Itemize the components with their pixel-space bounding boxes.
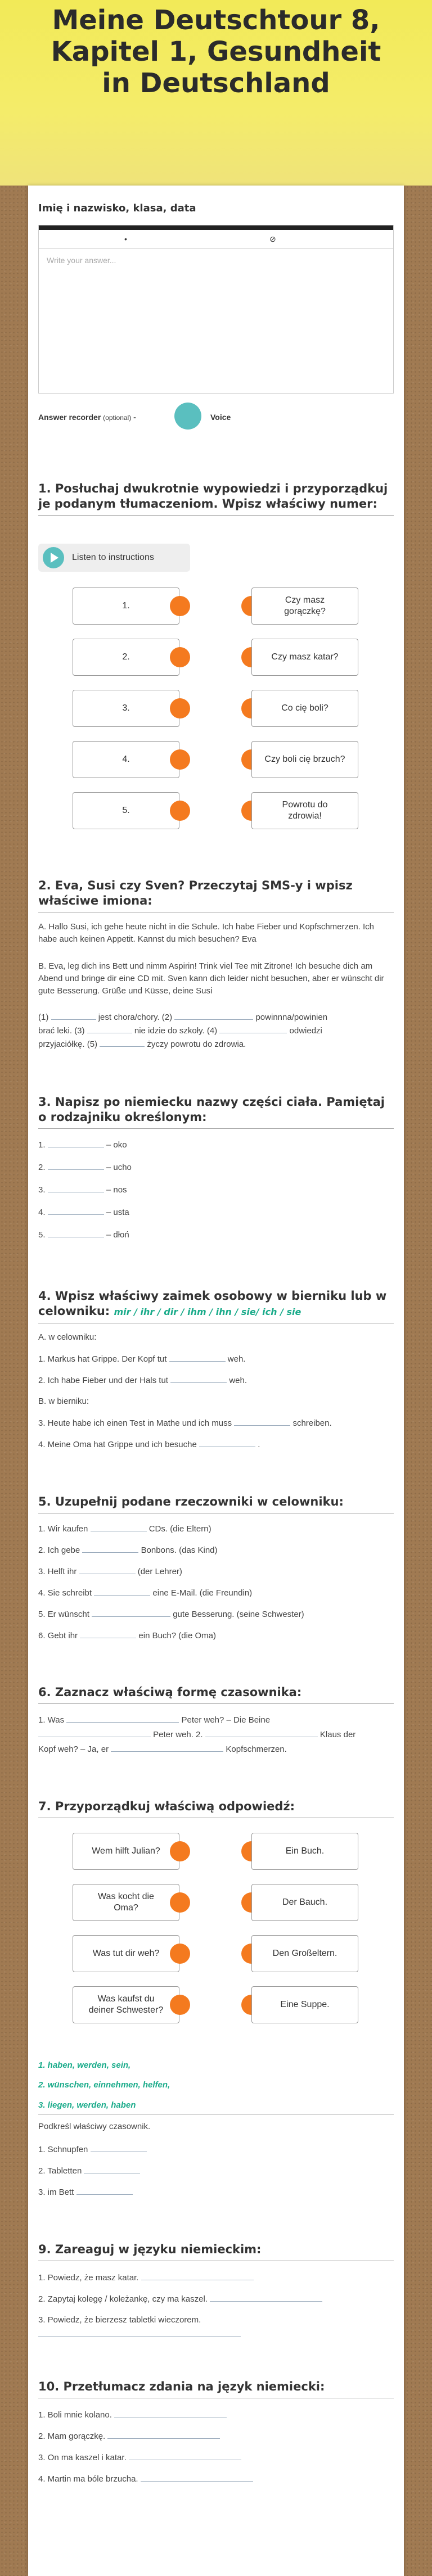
t2-l2b: nie idzie do szkoły. (4) xyxy=(134,1026,218,1036)
t4-line2 xyxy=(38,1375,247,1385)
sms-b: B. Eva, leg dich ins Bett und nimm Aspirin! Trink viel Tee mit Zitrone! Ich besuche dich am Abend und bringe dir eine CD mit. Sven kann dich leider nicht besuchen, aber er wünscht dir gute Besserung. Grüße und Küsse, deine Susi xyxy=(38,961,384,996)
t4-l2b: weh. xyxy=(229,1376,248,1385)
hero-banner xyxy=(0,0,432,186)
t7-right-4[interactable]: Eine Suppe. xyxy=(251,1986,358,2023)
t7-left-4[interactable]: Was kaufst du deiner Schwester? xyxy=(73,1986,179,2023)
t5-row-3 xyxy=(38,1566,182,1576)
task5-title: 5. Uzupełnij podane rzeczowniki w celowniku: xyxy=(38,1494,394,1513)
t8-item-3 xyxy=(38,2187,133,2197)
match-left-3[interactable]: 3. xyxy=(73,690,179,727)
t9-item-3 xyxy=(38,2315,201,2325)
t3-item-2 xyxy=(38,1162,132,1172)
t9-item-1 xyxy=(38,2272,254,2283)
task7-title: 7. Przyporządkuj właściwą odpowiedź: xyxy=(38,1799,394,1818)
t3-n2: 2. xyxy=(38,1163,46,1172)
t10-blank-2[interactable] xyxy=(107,2431,220,2439)
t10-i1: 1. Boli mnie kolano. xyxy=(38,2410,112,2420)
task6-title: 6. Zaznacz właściwą formę czasownika: xyxy=(38,1685,394,1704)
t10-i3: 3. On ma kaszel i katar. xyxy=(38,2453,127,2462)
t4-line3 xyxy=(38,1418,332,1428)
t5-b5: gute Besserung. (seine Schwester) xyxy=(173,1610,304,1619)
t4-line4 xyxy=(38,1439,260,1449)
task2-title: 2. Eva, Susi czy Sven? Przeczytaj SMS-y i wpisz właściwe imiona: xyxy=(38,878,394,912)
task2-line3 xyxy=(38,1039,246,1049)
match-left-1[interactable]: 1. xyxy=(73,587,179,625)
voice-label: Voice xyxy=(210,413,231,422)
t4-l4a: 4. Meine Oma hat Grippe und ich besuche xyxy=(38,1440,197,1449)
match-right-5[interactable]: Powrotu do zdrowia! xyxy=(251,792,358,829)
t2-blank-2[interactable] xyxy=(174,1012,253,1020)
t8-i2: 2. Tabletten xyxy=(38,2166,82,2176)
recorder-dash: - xyxy=(133,413,136,422)
t6-l2a: Peter weh. 2. xyxy=(153,1730,203,1739)
t2-l3a: przyjaciółkę. (5) xyxy=(38,1040,98,1049)
t2-blank-1[interactable] xyxy=(51,1012,96,1020)
t3-blank-1[interactable] xyxy=(48,1140,104,1147)
t10-item-3 xyxy=(38,2452,241,2462)
t3-t2: – ucho xyxy=(106,1163,132,1172)
t10-blank-1[interactable] xyxy=(114,2410,227,2417)
t2-blank-4[interactable] xyxy=(219,1025,287,1033)
t8-i1: 1. Schnupfen xyxy=(38,2145,88,2154)
bullet-list-button[interactable]: • xyxy=(124,234,127,243)
t2-l2a: brać leki. (3) xyxy=(38,1026,85,1036)
voice-record-button[interactable] xyxy=(174,403,201,430)
t10-i2: 2. Mam gorączkę. xyxy=(38,2432,106,2441)
sms-a: A. Hallo Susi, ich gehe heute nicht in die Schule. Ich habe Fieber und Kopfschmerzen. Ich habe auch keinen Appetit. Kannst du mich besuchen? Eva xyxy=(38,922,375,944)
t10-i4: 4. Martin ma bóle brzucha. xyxy=(38,2474,138,2484)
task2-line2 xyxy=(38,1025,322,1036)
task10-title: 10. Przetłumacz zdania na język niemiecki: xyxy=(38,2379,394,2398)
t3-t4: – usta xyxy=(106,1208,129,1217)
t6-line3 xyxy=(38,1744,287,1754)
t6-select-2[interactable] xyxy=(38,1729,151,1737)
recorder-optional: (optional) xyxy=(103,414,132,422)
listen-label: Listen to instructions xyxy=(72,553,154,562)
t4-line1 xyxy=(38,1354,245,1364)
text-toolbar xyxy=(39,230,393,249)
t3-item-1 xyxy=(38,1140,127,1150)
t2-l3b: życzy powrotu do zdrowia. xyxy=(147,1040,246,1049)
t6-select-4[interactable] xyxy=(111,1744,223,1752)
t9-blank-2[interactable] xyxy=(210,2294,322,2302)
match-handle-left-2[interactable] xyxy=(170,647,190,667)
t9-i3: 3. Powiedz, że bierzesz tabletki wieczorem. xyxy=(38,2315,201,2325)
t8-item-1 xyxy=(38,2144,147,2154)
t10-item-1 xyxy=(38,2410,227,2420)
t2-l2c: odwiedzi xyxy=(289,1026,322,1036)
task1-title: 1. Posłuchaj dwukrotnie wypowiedzi i przyporządkuj je podanym tłumaczeniom. Wpisz właściwy numer: xyxy=(38,481,394,516)
t7-handle-left-2[interactable] xyxy=(170,1892,190,1913)
t8-verbs-3: 3. liegen, werden, haben xyxy=(38,2100,136,2110)
t4-blank-4[interactable] xyxy=(199,1439,255,1447)
toolbar-bar xyxy=(39,225,393,230)
t6-l3a: Kopf weh? – Ja, er xyxy=(38,1745,109,1754)
match-right-3[interactable]: Co cię boli? xyxy=(251,690,358,727)
t6-l1b: Peter weh? – Die Beine xyxy=(181,1715,271,1725)
t5-row-1 xyxy=(38,1524,212,1534)
t5-row-2 xyxy=(38,1545,218,1555)
t9-blank-1[interactable] xyxy=(141,2272,254,2280)
t8-verbs-2: 2. wünschen, einnehmen, helfen, xyxy=(38,2080,170,2090)
t5-blank-6[interactable] xyxy=(80,1630,136,1638)
task4-subtitle: mir / ihr / dir / ihm / ihn / sie/ ich / sie xyxy=(114,1307,302,1317)
t8-blank-2[interactable] xyxy=(84,2166,140,2173)
t4-blank-3[interactable] xyxy=(234,1418,290,1426)
t8-i3: 3. im Bett xyxy=(38,2188,74,2197)
match-right-2[interactable]: Czy masz katar? xyxy=(251,639,358,676)
t2-blank-3[interactable] xyxy=(87,1025,132,1033)
t6-l3b: Kopfschmerzen. xyxy=(226,1745,287,1754)
t4-l2a: 2. Ich habe Fieber und der Hals tut xyxy=(38,1376,168,1385)
t4-a: A. w celowniku: xyxy=(38,1332,97,1342)
t2-l1b: jest chora/chory. (2) xyxy=(98,1013,173,1022)
link-button[interactable]: ⊘ xyxy=(269,234,276,243)
t5-b1: CDs. (die Eltern) xyxy=(148,1524,212,1534)
match-handle-left-1[interactable] xyxy=(170,596,190,616)
t7-left-1[interactable]: Wem hilft Julian? xyxy=(73,1833,179,1870)
t9-item-2 xyxy=(38,2294,322,2304)
t2-blank-5[interactable] xyxy=(100,1039,145,1047)
play-icon xyxy=(43,547,64,568)
t2-l1a: (1) xyxy=(38,1013,49,1022)
task9-title: 9. Zareaguj w języku niemieckim: xyxy=(38,2242,394,2261)
task2-line1 xyxy=(38,1012,327,1022)
t6-l2b: Klaus der xyxy=(320,1730,356,1739)
match-handle-left-5[interactable] xyxy=(170,801,190,821)
t3-t3: – nos xyxy=(106,1185,127,1195)
t5-a2: 2. Ich gebe xyxy=(38,1545,80,1555)
t10-item-4 xyxy=(38,2474,253,2484)
t3-item-4 xyxy=(38,1207,129,1217)
t5-row-5 xyxy=(38,1609,304,1619)
t10-item-2 xyxy=(38,2431,220,2441)
t5-row-6 xyxy=(38,1630,216,1640)
t3-blank-4[interactable] xyxy=(48,1207,104,1215)
t5-blank-3[interactable] xyxy=(79,1566,136,1574)
t5-a4: 4. Sie schreibt xyxy=(38,1588,92,1598)
match-handle-left-4[interactable] xyxy=(170,749,190,770)
t6-line1 xyxy=(38,1715,270,1725)
t7-left-2[interactable]: Was kocht die Oma? xyxy=(73,1884,179,1921)
listen-instructions-button[interactable] xyxy=(38,544,190,572)
t4-l4b: . xyxy=(258,1440,260,1449)
t7-handle-left-4[interactable] xyxy=(170,1995,190,2015)
t4-b: B. w bierniku: xyxy=(38,1397,89,1406)
t5-blank-1[interactable] xyxy=(91,1524,147,1531)
t3-item-3 xyxy=(38,1185,127,1195)
t5-blank-5[interactable] xyxy=(92,1609,170,1617)
t3-blank-3[interactable] xyxy=(48,1185,104,1192)
t10-blank-4[interactable] xyxy=(141,2474,253,2482)
page-title: Meine Deutschtour 8, Kapitel 1, Gesundheit in Deutschland xyxy=(51,4,381,99)
t4-blank-1[interactable] xyxy=(169,1354,226,1362)
t10-blank-3[interactable] xyxy=(129,2452,241,2460)
t8-blank-1[interactable] xyxy=(91,2144,147,2152)
t6-select-1[interactable] xyxy=(66,1715,179,1723)
match-left-2[interactable]: 2. xyxy=(73,639,179,676)
task4-title-text: 4. Wpisz właściwy zaimek osobowy w bierniku lub w celowniku: xyxy=(38,1289,387,1318)
t7-handle-left-1[interactable] xyxy=(170,1841,190,1861)
match-right-4[interactable]: Czy boli cię brzuch? xyxy=(251,741,358,778)
t4-l3a: 3. Heute habe ich einen Test in Mathe und ich muss xyxy=(38,1418,232,1428)
t2-l1c: powinnna/powinien xyxy=(255,1013,328,1022)
t8-item-2 xyxy=(38,2166,140,2176)
t5-a6: 6. Gebt ihr xyxy=(38,1631,78,1640)
match-handle-left-3[interactable] xyxy=(170,698,190,718)
t8-intro: Podkreśl właściwy czasownik. xyxy=(38,2122,151,2131)
t3-n1: 1. xyxy=(38,1140,46,1150)
t5-b6: ein Buch? (die Oma) xyxy=(138,1631,216,1640)
t3-t1: – oko xyxy=(106,1140,127,1150)
t3-blank-5[interactable] xyxy=(48,1230,104,1237)
t3-n4: 4. xyxy=(38,1208,46,1217)
task3-title: 3. Napisz po niemiecku nazwy części ciała. Pamiętaj o rodzajniku określonym: xyxy=(38,1095,394,1129)
t9-i1: 1. Powiedz, że masz katar. xyxy=(38,2273,139,2283)
recorder-label: Answer recorder xyxy=(38,413,101,422)
match-left-5[interactable]: 5. xyxy=(73,792,179,829)
t3-item-5 xyxy=(38,1230,129,1240)
t5-b2: Bonbons. (das Kind) xyxy=(141,1545,218,1555)
match-right-1[interactable]: Czy masz gorączkę? xyxy=(251,587,358,625)
t3-n5: 5. xyxy=(38,1230,46,1240)
t7-left-3[interactable]: Was tut dir weh? xyxy=(73,1935,179,1972)
t7-handle-left-3[interactable] xyxy=(170,1944,190,1964)
worksheet-card xyxy=(28,186,404,2576)
t5-a5: 5. Er wünscht xyxy=(38,1610,89,1619)
match-left-4[interactable]: 4. xyxy=(73,741,179,778)
t4-l1b: weh. xyxy=(227,1354,246,1364)
t3-t5: – dłoń xyxy=(106,1230,129,1240)
t6-select-3[interactable] xyxy=(205,1729,318,1737)
t9-i2: 2. Zapytaj kolegę / koleżankę, czy ma kaszel. xyxy=(38,2294,208,2304)
t5-blank-2[interactable] xyxy=(82,1545,138,1553)
recorder-row xyxy=(38,413,136,422)
task4-title xyxy=(38,1289,394,1323)
t6-l1a: 1. Was xyxy=(38,1715,65,1725)
t4-l3b: schreiben. xyxy=(292,1418,332,1428)
t5-row-4 xyxy=(38,1588,252,1598)
answer-input[interactable]: Write your answer... xyxy=(47,256,116,265)
t5-a1: 1. Wir kaufen xyxy=(38,1524,88,1534)
t5-blank-4[interactable] xyxy=(94,1588,150,1596)
t7-right-3[interactable]: Den Großeltern. xyxy=(251,1935,358,1972)
t7-right-2[interactable]: Der Bauch. xyxy=(251,1884,358,1921)
t7-right-1[interactable]: Ein Buch. xyxy=(251,1833,358,1870)
t5-b4: eine E-Mail. (die Freundin) xyxy=(152,1588,253,1598)
t8-blank-3[interactable] xyxy=(76,2187,133,2195)
t6-line2 xyxy=(38,1729,356,1739)
t4-l1a: 1. Markus hat Grippe. Der Kopf tut xyxy=(38,1354,167,1364)
answer-box xyxy=(38,225,394,394)
t3-n3: 3. xyxy=(38,1185,46,1195)
name-label: Imię i nazwisko, klasa, data xyxy=(38,202,196,214)
t8-verbs-1: 1. haben, werden, sein, xyxy=(38,2060,131,2070)
t3-blank-2[interactable] xyxy=(48,1162,104,1170)
t5-a3: 3. Helft ihr xyxy=(38,1567,77,1576)
t5-b3: (der Lehrer) xyxy=(137,1567,182,1576)
t4-blank-2[interactable] xyxy=(170,1375,227,1383)
